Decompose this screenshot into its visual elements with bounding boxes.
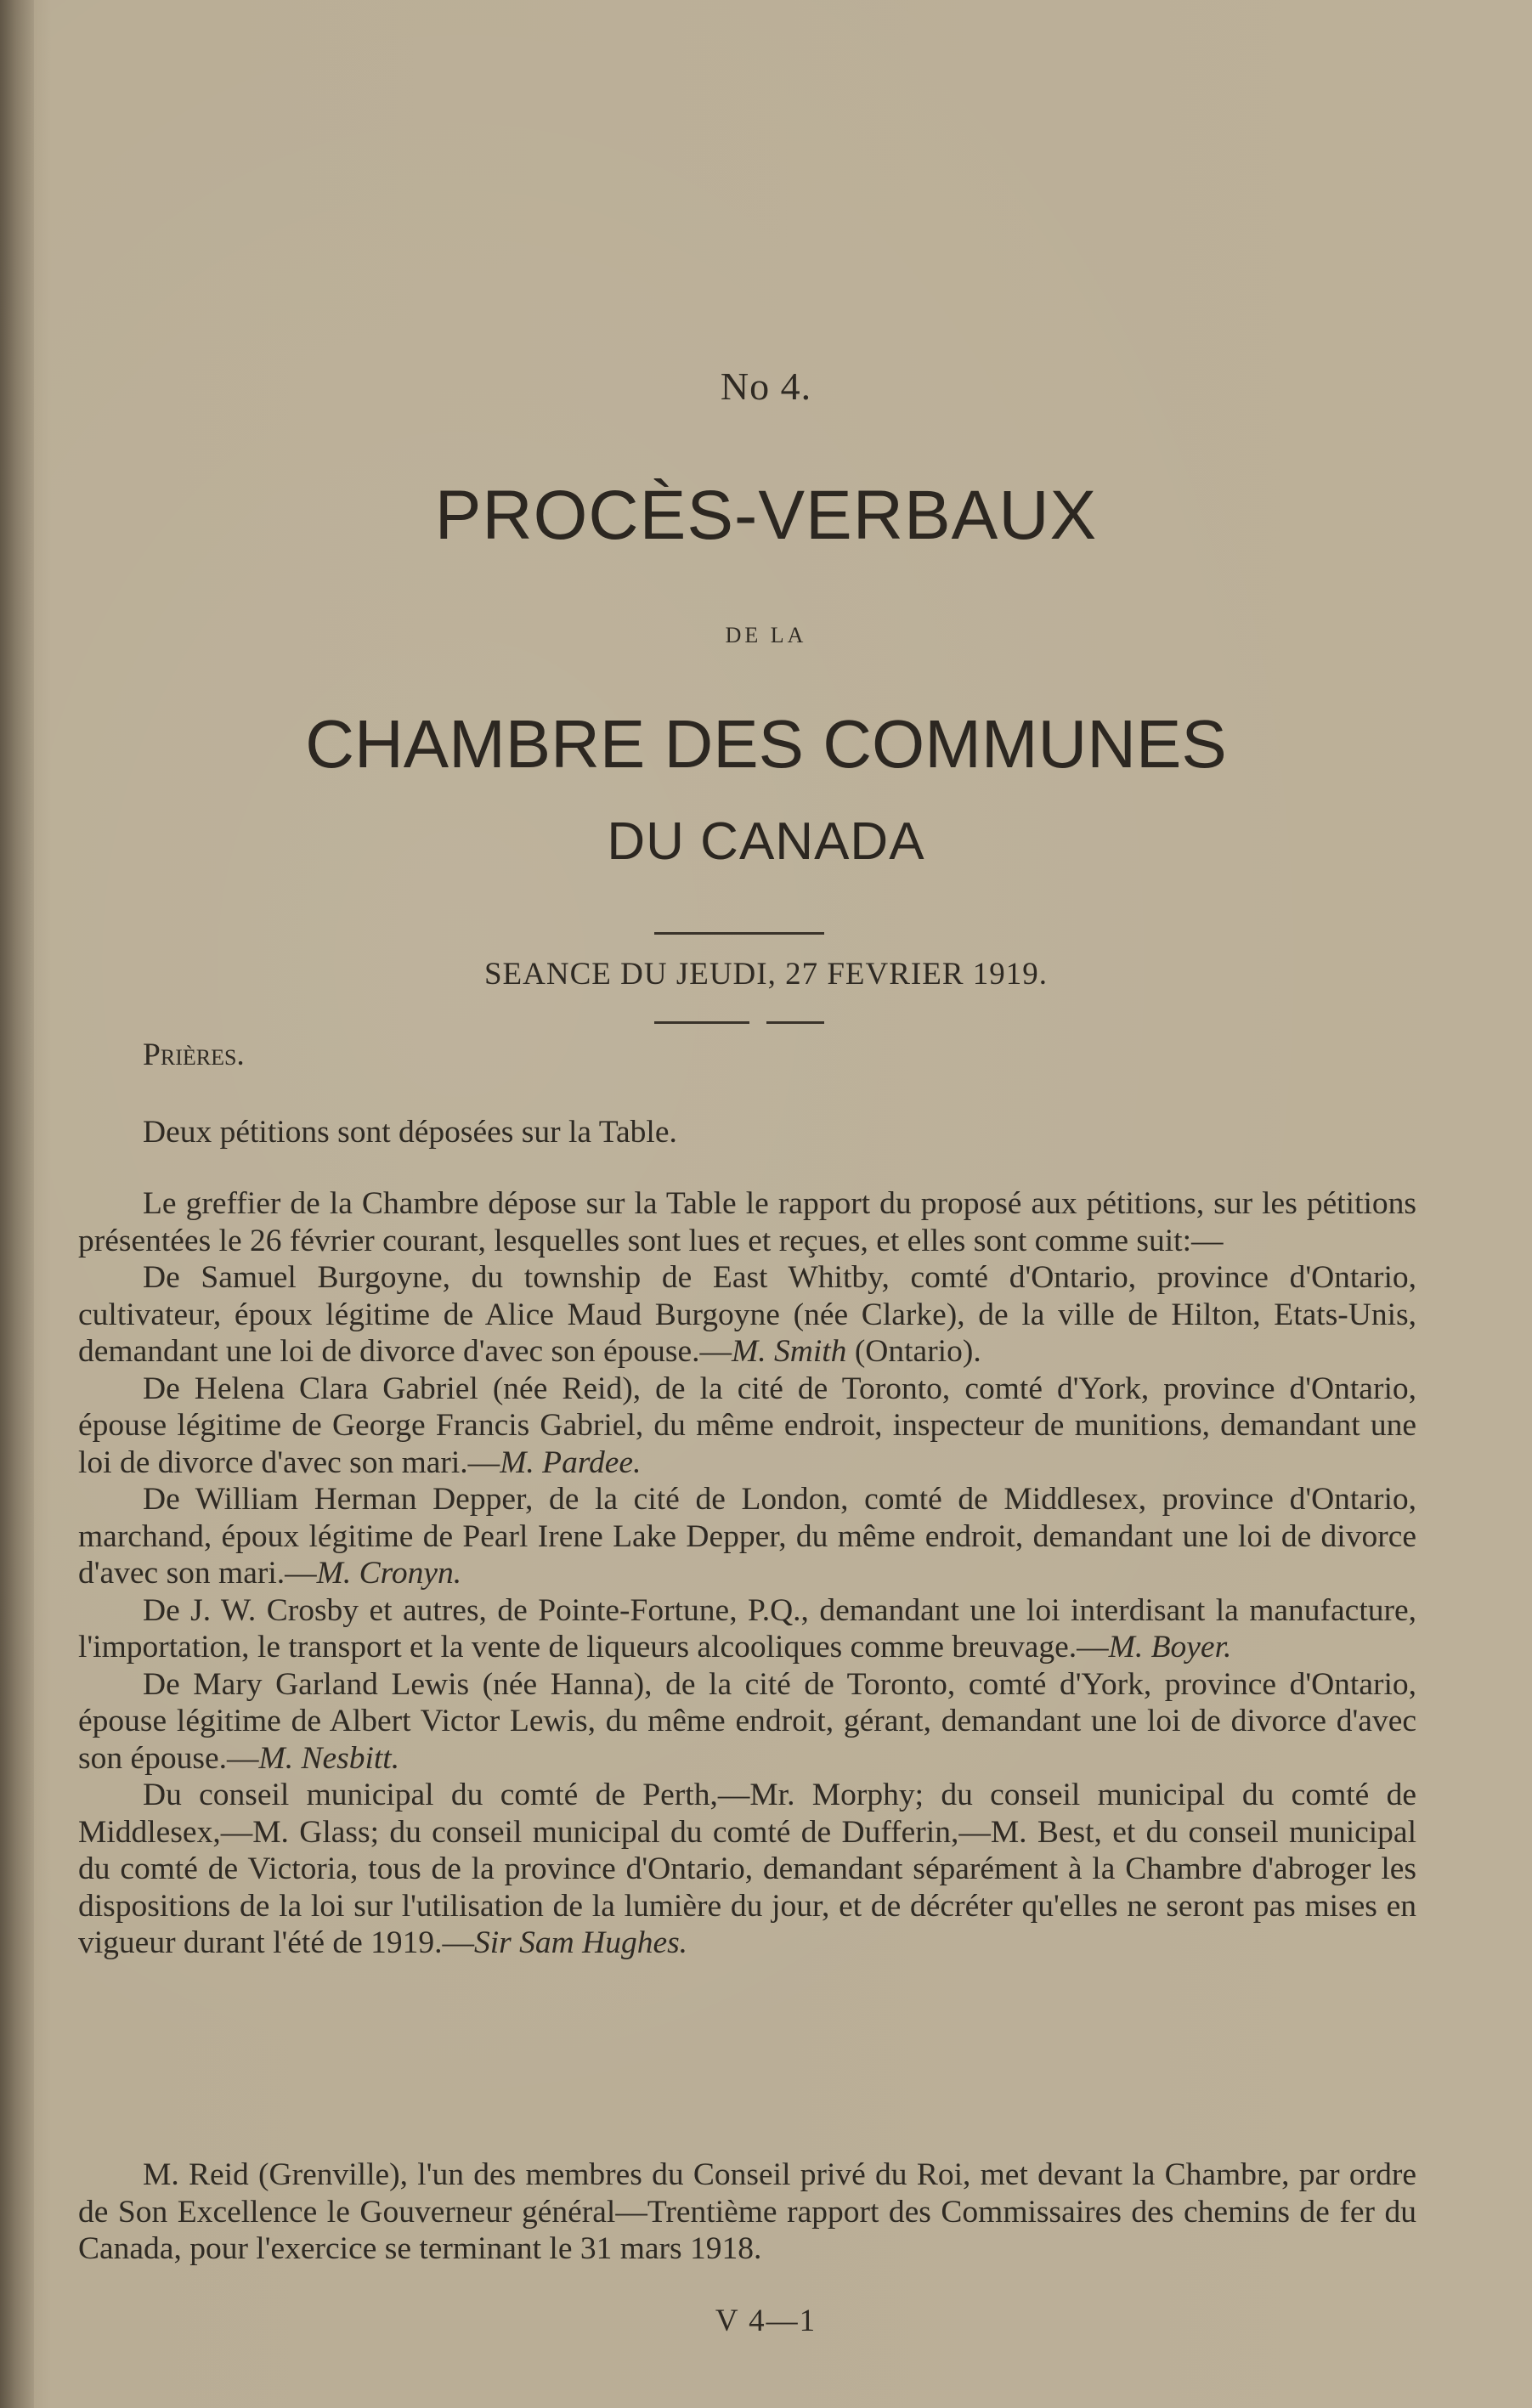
petition-paragraph (78, 1592, 1416, 1666)
chamber-name: CHAMBRE DES COMMUNES (305, 706, 1227, 782)
document-title: PROCÈS-VERBAUX (434, 477, 1098, 554)
petition-paragraph (78, 1666, 1416, 1778)
petition-member: M. Pardee. (500, 1444, 642, 1480)
prayers-heading (78, 1037, 1416, 1074)
petition-member: M. Cronyn. (316, 1556, 462, 1591)
petition-text: De Samuel Burgoyne, du township de East Whitby, comté d'Ontario, province d'Ontario, cultivateur, époux légitime de Alice Maud Burgoyne (née Clarke), de la ville de Hilton, Etats-Unis, demandant une loi de divorce d'avec son épouse.— (78, 1260, 1416, 1369)
petition-suffix: (Ontario). (846, 1334, 981, 1369)
petition-text: De J. W. Crosby et autres, de Pointe-Fortune, P.Q., demandant une loi interdisant la manufacture, l'importation, le transport et la vente de liqueurs alcooliques comme breuvage.— (78, 1592, 1416, 1665)
title-connector: DE LA (725, 623, 807, 647)
petition-member: M. Boyer. (1108, 1630, 1232, 1665)
clerk-report-paragraph: Le greffier de la Chambre dépose sur la Table le rapport du proposé aux pétitions, sur les pétitions présentées le 26 février courant, lesquelles sont lues et reçues, et elles sont comme suit:— (78, 1186, 1416, 1258)
railway-report-section (78, 2156, 1416, 2268)
issue-number: No 4. (720, 365, 812, 408)
petition-member: Sir Sam Hughes. (474, 1925, 688, 1960)
sitting-date: SEANCE DU JEUDI, 27 FEVRIER 1919. (483, 957, 1049, 992)
railway-report-paragraph: M. Reid (Grenville), l'un des membres du Conseil privé du Roi, met devant la Chambre, par ordre de Son Excellence le Gouverneur général—Trentième rapport des Commissaires des chemins de fer du Canada, pour l'exercice se terminant le 31 mars 1918. (78, 2157, 1416, 2266)
petition-paragraph (78, 1777, 1416, 1962)
petition-paragraph (78, 1371, 1416, 1482)
petition-paragraph (78, 1259, 1416, 1371)
petitions-tabled (78, 1114, 1416, 1151)
petition-text: De Mary Garland Lewis (née Hanna), de la cité de Toronto, comté d'York, province d'Ontario, épouse légitime de Albert Victor Lewis, du même endroit, gérant, demandant une loi de divorce d'avec son épouse.— (78, 1666, 1416, 1776)
page-folio: V 4—1 (715, 2303, 817, 2338)
petition-paragraph (78, 1481, 1416, 1592)
petition-member: M. Smith (732, 1334, 847, 1369)
petition-text: Du conseil municipal du comté de Perth,—Mr. Morphy; du conseil municipal du comté de Middlesex,—M. Glass; du conseil municipal du comté de Dufferin,—M. Best, et du conseil municipal du comté de Victoria, tous de la province d'Ontario, demandant séparément à la Chambre d'abroger les dispositions de la loi sur l'utilisation de la lumière du jour, et de décréter qu'elles ne seront pas mises en vigueur durant l'été de 1919.— (78, 1778, 1416, 1960)
divider-top (654, 932, 824, 935)
binding-shadow (0, 0, 34, 2408)
prayers-text: Prières. (143, 1037, 245, 1072)
divider-bottom-left (654, 1021, 749, 1024)
country-name: DU CANADA (607, 812, 925, 871)
petition-member: M. Nesbitt. (258, 1740, 400, 1776)
petitions-report (78, 1185, 1416, 1962)
petition-text: De Helena Clara Gabriel (née Reid), de la cité de Toronto, comté d'York, province d'Ontario, épouse légitime de George Francis Gabriel, du même endroit, inspecteur de munitions, demandant une loi de divorce d'avec son mari.— (78, 1371, 1416, 1480)
petition-text: De William Herman Depper, de la cité de London, comté de Middlesex, province d'Ontario, marchand, époux légitime de Pearl Irene Lake Depper, du même endroit, demandant une loi de divorce d'avec son mari.— (78, 1482, 1416, 1591)
divider-bottom-right (766, 1021, 824, 1024)
petitions-tabled-text: Deux pétitions sont déposées sur la Table. (143, 1115, 677, 1150)
